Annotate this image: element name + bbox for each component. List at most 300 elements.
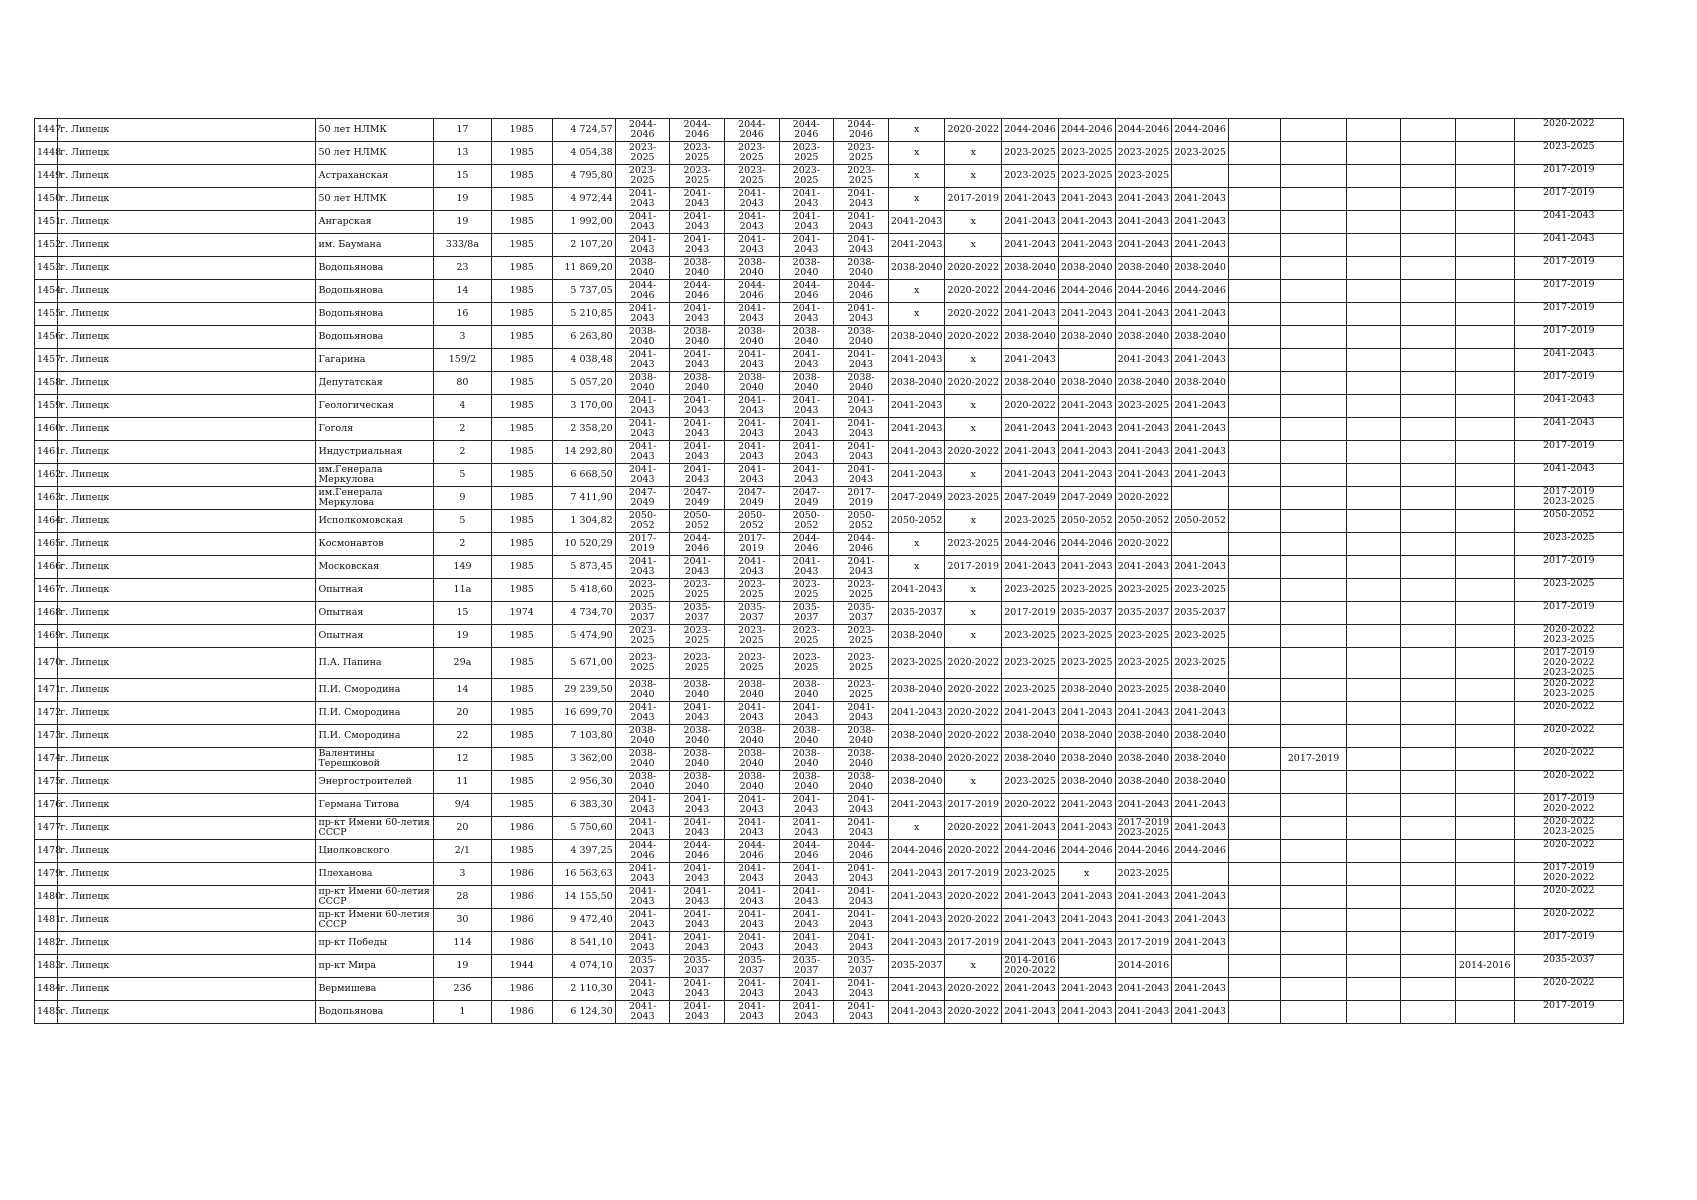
work-period-cell: 2020-2022 — [945, 326, 1002, 349]
table-body — [35, 119, 1624, 1024]
street-cell: Циолковского — [316, 840, 434, 863]
row-number-cell: 1450 — [35, 188, 58, 211]
work-period-cell: 2038-2040 — [1115, 257, 1172, 280]
build-year-cell: 1985 — [491, 234, 552, 257]
work-period-cell: 2041-2043 — [1172, 817, 1229, 840]
work-period-cell: 2041-2043 — [670, 1001, 725, 1024]
work-period-cell: 2041-2043 — [779, 1001, 834, 1024]
work-period-cell — [1228, 326, 1281, 349]
work-period-cell: 2038-2040 — [888, 257, 945, 280]
work-period-cell: 2041-2043 — [888, 418, 945, 441]
street-cell: Исполкомовская — [316, 510, 434, 533]
work-period-cell — [1401, 556, 1456, 579]
work-period-cell — [1228, 234, 1281, 257]
work-period-cell: 2041-2043 — [670, 702, 725, 725]
work-period-cell — [1401, 349, 1456, 372]
row-number-cell: 1477 — [35, 817, 58, 840]
build-year-cell: 1985 — [491, 418, 552, 441]
work-period-cell: 2038-2040 — [779, 771, 834, 794]
work-period-cell — [1401, 602, 1456, 625]
work-period-cell: 2038-2040 — [1058, 771, 1115, 794]
work-period-cell — [1228, 441, 1281, 464]
work-period-cell — [1228, 142, 1281, 165]
work-period-cell: x — [945, 625, 1002, 648]
work-period-cell: 2041-2043 — [724, 441, 779, 464]
work-period-cell: 2041-2043 — [779, 395, 834, 418]
work-period-cell: 2041-2043 — [779, 702, 834, 725]
work-period-cell — [1281, 510, 1346, 533]
work-period-cell: 2044-2046 — [615, 119, 670, 142]
row-number-cell: 1447 — [35, 119, 58, 142]
work-period-cell: 2038-2040 — [724, 771, 779, 794]
table-row — [35, 395, 1624, 418]
work-period-cell: 2020-2022 — [945, 886, 1002, 909]
work-period-cell: 2044-2046 — [1058, 280, 1115, 303]
work-period-cell — [1281, 725, 1346, 748]
work-period-cell: 2038-2040 — [1002, 372, 1059, 395]
total-area-cell: 9 472,40 — [552, 909, 615, 932]
work-period-cell — [1401, 119, 1456, 142]
street-cell: Водопьянова — [316, 1001, 434, 1024]
city-cell: г. Липецк — [58, 909, 316, 932]
work-period-cell: 2020-2022 — [945, 909, 1002, 932]
work-period-cell: 2044-2046 — [779, 533, 834, 556]
work-period-cell: 2017-2019 — [945, 794, 1002, 817]
work-period-cell — [1455, 817, 1514, 840]
work-period-cell: 2041-2043 — [834, 794, 889, 817]
street-cell: Опытная — [316, 625, 434, 648]
work-period-cell: 2023-2025 — [779, 579, 834, 602]
summary-period-cell: 2035-2037 — [1514, 955, 1623, 978]
work-period-cell: 2038-2040 — [1058, 326, 1115, 349]
work-period-cell: 2041-2043 — [670, 188, 725, 211]
work-period-cell — [1228, 211, 1281, 234]
work-period-cell: 2041-2043 — [1058, 441, 1115, 464]
work-period-cell: 2014-2016 — [1455, 955, 1514, 978]
house-number-cell: 29а — [434, 648, 492, 679]
work-period-cell: 2020-2022 — [945, 840, 1002, 863]
city-cell: г. Липецк — [58, 556, 316, 579]
house-number-cell: 12 — [434, 748, 492, 771]
work-period-cell: 2041-2043 — [1172, 234, 1229, 257]
work-period-cell: 2041-2043 — [834, 395, 889, 418]
row-number-cell: 1471 — [35, 679, 58, 702]
summary-period-cell: 2017-2019 — [1514, 257, 1623, 280]
work-period-cell — [1228, 349, 1281, 372]
build-year-cell: 1985 — [491, 679, 552, 702]
work-period-cell: 2041-2043 — [615, 886, 670, 909]
work-period-cell — [1346, 771, 1401, 794]
work-period-cell: 2041-2043 — [779, 211, 834, 234]
summary-period-cell: 2041-2043 — [1514, 349, 1623, 372]
work-period-cell — [1455, 326, 1514, 349]
work-period-cell: 2044-2046 — [834, 840, 889, 863]
work-period-cell: 2041-2043 — [1172, 1001, 1229, 1024]
work-period-cell — [1346, 464, 1401, 487]
work-period-cell: 2047-2049 — [1058, 487, 1115, 510]
build-year-cell: 1985 — [491, 395, 552, 418]
work-period-cell: x — [945, 395, 1002, 418]
work-period-cell: x — [888, 817, 945, 840]
work-period-cell: 2023-2025 — [834, 679, 889, 702]
work-period-cell — [1228, 602, 1281, 625]
work-period-cell: 2038-2040 — [779, 748, 834, 771]
work-period-cell — [1228, 533, 1281, 556]
work-period-cell — [1401, 794, 1456, 817]
work-period-cell: 2041-2043 — [1002, 303, 1059, 326]
work-period-cell — [1346, 648, 1401, 679]
summary-period-cell: 2020-2022 — [1514, 886, 1623, 909]
capital-repair-schedule-table — [34, 118, 1624, 1024]
work-period-cell: 2041-2043 — [888, 211, 945, 234]
work-period-cell: 2041-2043 — [1115, 886, 1172, 909]
work-period-cell — [1281, 840, 1346, 863]
street-cell: Водопьянова — [316, 280, 434, 303]
total-area-cell: 5 873,45 — [552, 556, 615, 579]
work-period-cell — [1281, 372, 1346, 395]
work-period-cell: 2041-2043 — [888, 464, 945, 487]
build-year-cell: 1944 — [491, 955, 552, 978]
summary-period-cell: 2017-2019 2020-2022 — [1514, 863, 1623, 886]
work-period-cell: 2041-2043 — [1002, 418, 1059, 441]
work-period-cell: 2038-2040 — [888, 679, 945, 702]
work-period-cell: 2017-2019 — [834, 487, 889, 510]
work-period-cell: x — [945, 955, 1002, 978]
work-period-cell: 2041-2043 — [1058, 188, 1115, 211]
summary-period-cell: 2020-2022 — [1514, 725, 1623, 748]
work-period-cell: 2038-2040 — [888, 372, 945, 395]
work-period-cell: 2023-2025 — [1172, 625, 1229, 648]
work-period-cell: 2044-2046 — [1058, 533, 1115, 556]
total-area-cell: 4 038,48 — [552, 349, 615, 372]
work-period-cell: 2041-2043 — [615, 556, 670, 579]
work-period-cell — [1401, 978, 1456, 1001]
work-period-cell: 2044-2046 — [1172, 280, 1229, 303]
work-period-cell: 2023-2025 — [615, 165, 670, 188]
house-number-cell: 114 — [434, 932, 492, 955]
work-period-cell: 2023-2025 — [1058, 648, 1115, 679]
house-number-cell: 19 — [434, 211, 492, 234]
work-period-cell: 2041-2043 — [1172, 418, 1229, 441]
work-period-cell: 2041-2043 — [670, 234, 725, 257]
work-period-cell — [1346, 725, 1401, 748]
table-row — [35, 510, 1624, 533]
row-number-cell: 1479 — [35, 863, 58, 886]
work-period-cell: 2023-2025 — [1115, 579, 1172, 602]
work-period-cell: 2038-2040 — [1058, 679, 1115, 702]
work-period-cell: 2023-2025 — [1002, 510, 1059, 533]
row-number-cell: 1448 — [35, 142, 58, 165]
work-period-cell — [1455, 372, 1514, 395]
city-cell: г. Липецк — [58, 487, 316, 510]
work-period-cell — [1281, 418, 1346, 441]
work-period-cell: 2041-2043 — [888, 794, 945, 817]
summary-period-cell: 2017-2019 — [1514, 372, 1623, 395]
table-row — [35, 932, 1624, 955]
street-cell: пр-кт Имени 60-летия СССР — [316, 909, 434, 932]
work-period-cell: 2041-2043 — [888, 579, 945, 602]
work-period-cell — [1228, 840, 1281, 863]
work-period-cell: 2044-2046 — [834, 280, 889, 303]
work-period-cell: 2023-2025 — [779, 142, 834, 165]
work-period-cell: 2044-2046 — [779, 119, 834, 142]
work-period-cell: 2023-2025 — [615, 142, 670, 165]
work-period-cell: 2017-2019 — [945, 556, 1002, 579]
work-period-cell — [1228, 119, 1281, 142]
work-period-cell: 2041-2043 — [779, 349, 834, 372]
work-period-cell: 2023-2025 — [1002, 579, 1059, 602]
city-cell: г. Липецк — [58, 840, 316, 863]
work-period-cell — [1401, 579, 1456, 602]
work-period-cell: 2038-2040 — [1115, 725, 1172, 748]
work-period-cell — [1455, 771, 1514, 794]
row-number-cell: 1463 — [35, 487, 58, 510]
street-cell: Водопьянова — [316, 257, 434, 280]
total-area-cell: 10 520,29 — [552, 533, 615, 556]
city-cell: г. Липецк — [58, 679, 316, 702]
street-cell: П.А. Папина — [316, 648, 434, 679]
work-period-cell: 2041-2043 — [779, 863, 834, 886]
work-period-cell: 2041-2043 — [670, 303, 725, 326]
work-period-cell: 2041-2043 — [779, 464, 834, 487]
work-period-cell — [1281, 326, 1346, 349]
work-period-cell: 2023-2025 — [615, 625, 670, 648]
total-area-cell: 2 956,30 — [552, 771, 615, 794]
table-row — [35, 418, 1624, 441]
work-period-cell — [1346, 487, 1401, 510]
work-period-cell: 2041-2043 — [888, 886, 945, 909]
work-period-cell: 2041-2043 — [670, 909, 725, 932]
work-period-cell: 2020-2022 — [1002, 794, 1059, 817]
work-period-cell — [1281, 234, 1346, 257]
total-area-cell: 4 795,80 — [552, 165, 615, 188]
work-period-cell — [1401, 533, 1456, 556]
city-cell: г. Липецк — [58, 533, 316, 556]
work-period-cell: 2038-2040 — [670, 725, 725, 748]
work-period-cell: 2023-2025 — [1115, 679, 1172, 702]
work-period-cell: 2041-2043 — [1002, 1001, 1059, 1024]
work-period-cell: 2023-2025 — [1115, 165, 1172, 188]
build-year-cell: 1985 — [491, 349, 552, 372]
city-cell: г. Липецк — [58, 372, 316, 395]
work-period-cell — [1228, 978, 1281, 1001]
work-period-cell — [1172, 487, 1229, 510]
work-period-cell: 2041-2043 — [1058, 556, 1115, 579]
work-period-cell — [1281, 886, 1346, 909]
work-period-cell: 2050-2052 — [1115, 510, 1172, 533]
work-period-cell — [1401, 441, 1456, 464]
total-area-cell: 29 239,50 — [552, 679, 615, 702]
city-cell: г. Липецк — [58, 234, 316, 257]
work-period-cell: 2041-2043 — [1002, 441, 1059, 464]
work-period-cell: x — [945, 510, 1002, 533]
row-number-cell: 1472 — [35, 702, 58, 725]
work-period-cell: 2044-2046 — [724, 280, 779, 303]
work-period-cell: 2038-2040 — [834, 748, 889, 771]
work-period-cell: 2041-2043 — [834, 303, 889, 326]
work-period-cell — [1281, 679, 1346, 702]
city-cell: г. Липецк — [58, 165, 316, 188]
work-period-cell: 2038-2040 — [1172, 257, 1229, 280]
table-row — [35, 909, 1624, 932]
build-year-cell: 1985 — [491, 510, 552, 533]
street-cell: П.И. Смородина — [316, 725, 434, 748]
work-period-cell: 2038-2040 — [1058, 725, 1115, 748]
work-period-cell: 2041-2043 — [615, 932, 670, 955]
work-period-cell: 2041-2043 — [1058, 978, 1115, 1001]
summary-period-cell: 2041-2043 — [1514, 211, 1623, 234]
work-period-cell: 2023-2025 — [1058, 165, 1115, 188]
work-period-cell: 2041-2043 — [724, 418, 779, 441]
work-period-cell — [1455, 840, 1514, 863]
work-period-cell — [1346, 326, 1401, 349]
work-period-cell: 2023-2025 — [670, 648, 725, 679]
work-period-cell: x — [888, 533, 945, 556]
work-period-cell: 2020-2022 — [945, 702, 1002, 725]
work-period-cell: 2041-2043 — [1002, 556, 1059, 579]
work-period-cell: 2038-2040 — [670, 372, 725, 395]
work-period-cell: 2023-2025 — [1115, 142, 1172, 165]
work-period-cell: x — [945, 234, 1002, 257]
total-area-cell: 4 054,38 — [552, 142, 615, 165]
work-period-cell: 2035-2037 — [670, 955, 725, 978]
work-period-cell: x — [888, 303, 945, 326]
work-period-cell: x — [945, 349, 1002, 372]
table-row — [35, 349, 1624, 372]
work-period-cell: 2038-2040 — [724, 257, 779, 280]
table-row — [35, 978, 1624, 1001]
work-period-cell — [1455, 909, 1514, 932]
work-period-cell: 2023-2025 — [670, 579, 725, 602]
work-period-cell — [1172, 165, 1229, 188]
work-period-cell: 2041-2043 — [615, 978, 670, 1001]
row-number-cell: 1468 — [35, 602, 58, 625]
work-period-cell: 2023-2025 — [724, 625, 779, 648]
work-period-cell: 2023-2025 — [1002, 625, 1059, 648]
work-period-cell: 2044-2046 — [670, 119, 725, 142]
work-period-cell: 2020-2022 — [945, 748, 1002, 771]
work-period-cell — [1401, 372, 1456, 395]
table-row — [35, 840, 1624, 863]
work-period-cell — [1455, 1001, 1514, 1024]
city-cell: г. Липецк — [58, 280, 316, 303]
work-period-cell: 2023-2025 — [670, 165, 725, 188]
work-period-cell: 2041-2043 — [779, 188, 834, 211]
work-period-cell: 2023-2025 — [724, 165, 779, 188]
work-period-cell — [1401, 188, 1456, 211]
work-period-cell: 2041-2043 — [834, 909, 889, 932]
table-row — [35, 771, 1624, 794]
street-cell: Вермишева — [316, 978, 434, 1001]
table-row — [35, 211, 1624, 234]
city-cell: г. Липецк — [58, 886, 316, 909]
work-period-cell: 2044-2046 — [724, 840, 779, 863]
summary-period-cell: 2041-2043 — [1514, 464, 1623, 487]
row-number-cell: 1460 — [35, 418, 58, 441]
work-period-cell: x — [945, 602, 1002, 625]
city-cell: г. Липецк — [58, 955, 316, 978]
house-number-cell: 14 — [434, 679, 492, 702]
work-period-cell — [1281, 932, 1346, 955]
build-year-cell: 1986 — [491, 909, 552, 932]
house-number-cell: 3 — [434, 863, 492, 886]
table-row — [35, 487, 1624, 510]
house-number-cell: 28 — [434, 886, 492, 909]
work-period-cell — [1455, 579, 1514, 602]
work-period-cell: 2050-2052 — [670, 510, 725, 533]
work-period-cell — [1228, 372, 1281, 395]
work-period-cell — [1281, 702, 1346, 725]
city-cell: г. Липецк — [58, 326, 316, 349]
work-period-cell: 2050-2052 — [1172, 510, 1229, 533]
street-cell: Геологическая — [316, 395, 434, 418]
work-period-cell: 2041-2043 — [888, 702, 945, 725]
work-period-cell: 2038-2040 — [724, 326, 779, 349]
work-period-cell — [1228, 648, 1281, 679]
total-area-cell: 1 304,82 — [552, 510, 615, 533]
work-period-cell — [1172, 863, 1229, 886]
work-period-cell: 2023-2025 — [670, 142, 725, 165]
work-period-cell: 2041-2043 — [724, 556, 779, 579]
work-period-cell — [1228, 679, 1281, 702]
work-period-cell: 2041-2043 — [1172, 909, 1229, 932]
work-period-cell: 2020-2022 — [945, 119, 1002, 142]
work-period-cell — [1172, 533, 1229, 556]
work-period-cell: x — [945, 418, 1002, 441]
work-period-cell: 2041-2043 — [615, 441, 670, 464]
work-period-cell — [1058, 955, 1115, 978]
work-period-cell: 2038-2040 — [1002, 748, 1059, 771]
work-period-cell: 2035-2037 — [724, 955, 779, 978]
work-period-cell: 2044-2046 — [779, 840, 834, 863]
work-period-cell — [1228, 771, 1281, 794]
work-period-cell: 2044-2046 — [1115, 840, 1172, 863]
build-year-cell: 1986 — [491, 886, 552, 909]
total-area-cell: 7 411,90 — [552, 487, 615, 510]
work-period-cell — [1455, 395, 1514, 418]
work-period-cell: 2047-2049 — [1002, 487, 1059, 510]
work-period-cell: 2044-2046 — [888, 840, 945, 863]
work-period-cell: 2041-2043 — [1115, 441, 1172, 464]
work-period-cell: 2023-2025 — [1172, 648, 1229, 679]
work-period-cell: 2041-2043 — [1058, 932, 1115, 955]
work-period-cell — [1455, 142, 1514, 165]
work-period-cell: 2038-2040 — [724, 748, 779, 771]
work-period-cell: 2041-2043 — [834, 817, 889, 840]
work-period-cell — [1346, 932, 1401, 955]
work-period-cell: x — [1058, 863, 1115, 886]
work-period-cell — [1346, 280, 1401, 303]
summary-period-cell: 2041-2043 — [1514, 234, 1623, 257]
work-period-cell — [1228, 510, 1281, 533]
city-cell: г. Липецк — [58, 648, 316, 679]
work-period-cell: 2041-2043 — [779, 817, 834, 840]
work-period-cell — [1281, 211, 1346, 234]
work-period-cell — [1346, 188, 1401, 211]
street-cell: Опытная — [316, 579, 434, 602]
work-period-cell: 2020-2022 — [945, 280, 1002, 303]
work-period-cell: 2041-2043 — [670, 441, 725, 464]
city-cell: г. Липецк — [58, 119, 316, 142]
work-period-cell: 2020-2022 — [945, 725, 1002, 748]
work-period-cell — [1401, 702, 1456, 725]
work-period-cell — [1172, 955, 1229, 978]
total-area-cell: 2 107,20 — [552, 234, 615, 257]
house-number-cell: 149 — [434, 556, 492, 579]
work-period-cell — [1228, 748, 1281, 771]
work-period-cell: 2044-2046 — [1058, 840, 1115, 863]
work-period-cell: 2041-2043 — [1058, 702, 1115, 725]
